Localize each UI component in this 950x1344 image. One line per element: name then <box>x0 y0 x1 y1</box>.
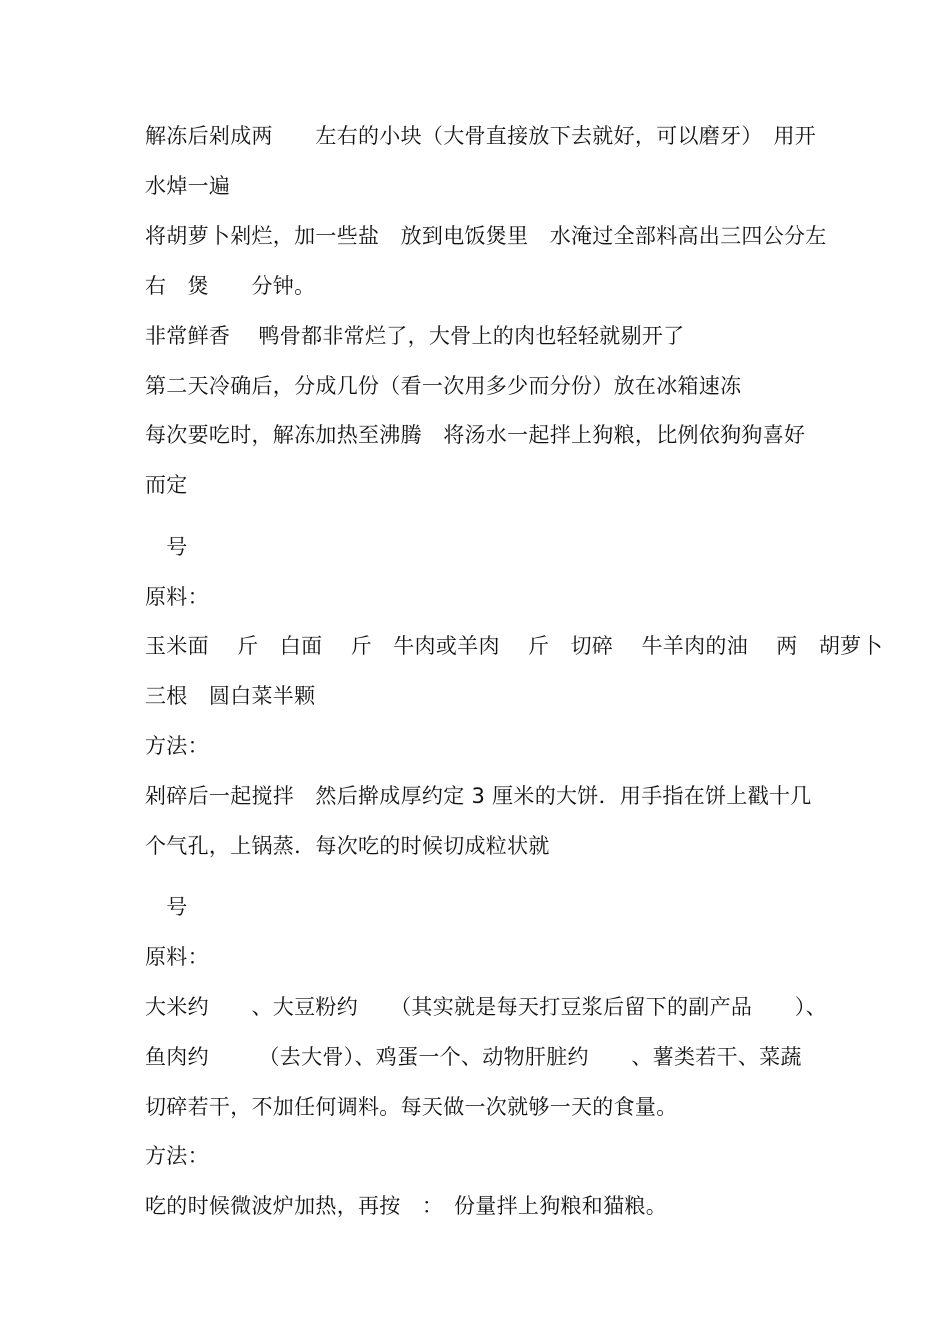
text-line: 右 煲 分钟。 <box>145 274 316 298</box>
text-line: 每次要吃时，解冻加热至沸腾 将汤水一起拌上狗粮，比例依狗狗喜好 <box>145 423 806 447</box>
text-line: 鱼肉约 （去大骨）、鸡蛋一个、动物肝脏约 、薯类若干、菜蔬 <box>145 1045 802 1069</box>
section-heading: 号 <box>145 535 188 559</box>
text-line: 第二天冷确后，分成几份（看一次用多少而分份）放在冰箱速冻 <box>145 374 742 398</box>
text-line: 剁碎后一起搅拌 然后擀成厚约定 3 厘米的大饼．用手指在饼上戳十几 <box>145 784 812 808</box>
text-line: 大米约 、大豆粉约 （其实就是每天打豆浆后留下的副产品 ）、 <box>145 995 827 1019</box>
text-line: 水焯一遍 <box>145 174 231 198</box>
method-label: 方法： <box>145 1144 209 1168</box>
text-line: 解冻后剁成两 左右的小块（大骨直接放下去就好，可以磨牙） 用开 <box>145 124 817 148</box>
text-line: 非常鲜香 鸭骨都非常烂了，大骨上的肉也轻轻就剔开了 <box>145 324 685 348</box>
method-label: 方法： <box>145 734 209 758</box>
text-line: 三根 圆白菜半颗 <box>145 684 316 708</box>
text-line: 将胡萝卜剁烂，加一些盐 放到电饭煲里 水淹过全部料高出三四公分左 <box>145 224 827 248</box>
ingredients-label: 原料： <box>145 585 209 609</box>
text-line: 玉米面 斤 白面 斤 牛肉或羊肉 斤 切碎 牛羊肉的油 两 胡萝卜 <box>145 634 883 658</box>
text-line: 切碎若干，不加任何调料。每天做一次就够一天的食量。 <box>145 1095 678 1119</box>
ingredients-label: 原料： <box>145 945 209 969</box>
text-line: 个气孔，上锅蒸．每次吃的时候切成粒状就 <box>145 834 550 858</box>
text-line: 吃的时候微波炉加热，再按 ： 份量拌上狗粮和猫粮。 <box>145 1194 667 1218</box>
section-heading: 号 <box>145 895 188 919</box>
text-line: 而定 <box>145 473 188 497</box>
